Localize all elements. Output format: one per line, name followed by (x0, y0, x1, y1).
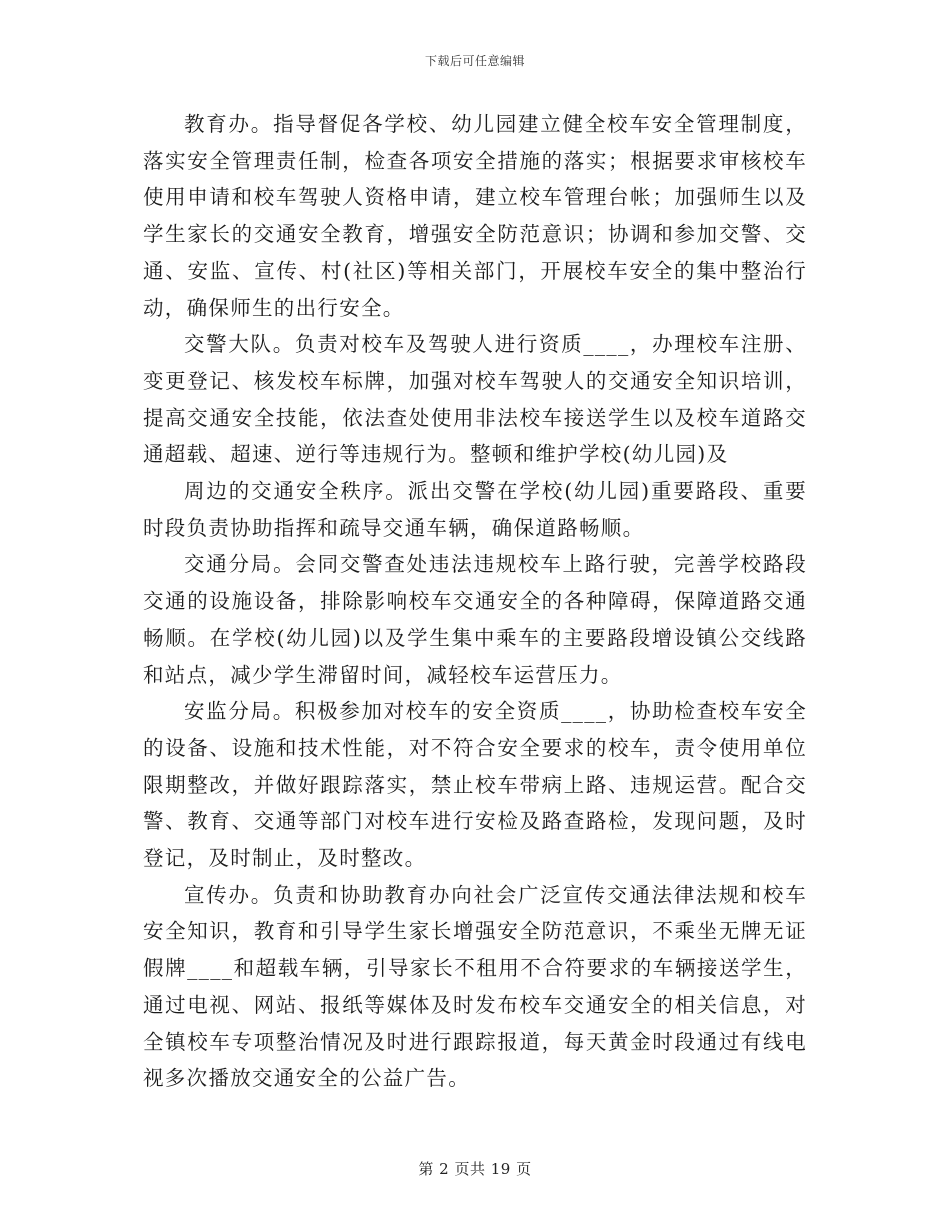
paragraph-transport-bureau: 交通分局。会同交警查处违法违规校车上路行驶，完善学校路段交通的设施设备，排除影响校车交通安全的各种障碍，保障道路交通畅顺。在学校(幼儿园)以及学生集中乘车的主要路段增设镇公交线路和站点，减少学生滞留时间，减轻校车运营压力。 (143, 552, 807, 687)
paragraph-safety-supervision: 安监分局。积极参加对校车的安全资质____，协助检查校车安全的设备、设施和技术性能，对不符合安全要求的校车，责令使用单位限期整改，并做好跟踪落实，禁止校车带病上路、违规运营。配合交警、教育、交通等部门对校车进行安检及路查路检，发现问题，及时登记，及时制止，及时整改。 (143, 699, 807, 871)
paragraph-traffic-police-continued: 周边的交通安全秩序。派出交警在学校(幼儿园)重要路段、重要时段负责协助指挥和疏导交通车辆，确保道路畅顺。 (143, 479, 807, 540)
paragraph-traffic-police: 交警大队。负责对校车及驾驶人进行资质____，办理校车注册、变更登记、核发校车标牌，加强对校车驾驶人的交通安全知识培训，提高交通安全技能，依法查处使用非法校车接送学生以及校车道路交通超载、超速、逆行等违规行为。整顿和维护学校(幼儿园)及 (143, 332, 807, 467)
paragraph-education-office: 教育办。指导督促各学校、幼儿园建立健全校车安全管理制度，落实安全管理责任制，检查各项安全措施的落实；根据要求审核校车使用申请和校车驾驶人资格申请，建立校车管理台帐；加强师生以及学生家长的交通安全教育，增强安全防范意识；协调和参加交警、交通、安监、宣传、村(社区)等相关部门，开展校车安全的集中整治行动，确保师生的出行安全。 (143, 112, 807, 320)
page-number: 第 2 页共 19 页 (418, 1160, 532, 1178)
paragraph-publicity-office: 宣传办。负责和协助教育办向社会广泛宣传交通法律法规和校车安全知识，教育和引导学生家长增强安全防范意识，不乘坐无牌无证假牌____和超载车辆，引导家长不租用不合符要求的车辆接送学生，通过电视、网站、报纸等媒体及时发布校车交通安全的相关信息，对全镇校车专项整治情况及时进行跟踪报道，每天黄金时段通过有线电视多次播放交通安全的公益广告。 (143, 882, 807, 1091)
document-body (143, 106, 807, 1097)
page-header-note: 下载后可任意编辑 (424, 54, 525, 68)
